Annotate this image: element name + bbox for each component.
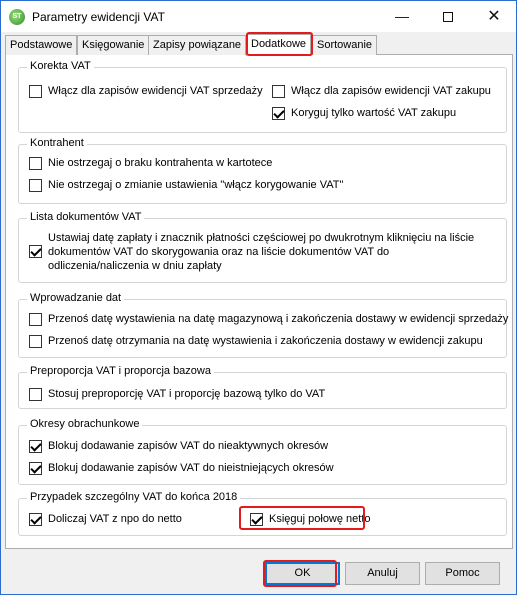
help-button[interactable]: Pomoc: [425, 562, 500, 585]
tab-dodatkowe[interactable]: Dodatkowe: [246, 34, 311, 56]
close-button[interactable]: ✕: [487, 8, 501, 25]
checkbox-nieaktywne-okresy[interactable]: Blokuj dodawanie zapisów VAT do nieaktywnych okresów: [29, 440, 328, 453]
checkbox-box[interactable]: [250, 513, 263, 526]
group-okresy: [18, 418, 507, 485]
group-title: Kontrahent: [27, 137, 87, 149]
group-title: Wprowadzanie dat: [27, 292, 124, 304]
tab-sortowanie[interactable]: Sortowanie: [312, 35, 377, 55]
checkbox-data-sprzedazy[interactable]: Przenoś datę wystawienia na datę magazynową i zakończenia dostawy w ewidencji sprzedaży: [29, 313, 508, 326]
checkbox-brak-kontrahenta[interactable]: Nie ostrzegaj o braku kontrahenta w kartotece: [29, 157, 272, 170]
checkbox-box[interactable]: [29, 85, 42, 98]
checkbox-box[interactable]: [29, 157, 42, 170]
group-preproporcja: [18, 365, 507, 409]
checkbox-korekta-sprzedaz[interactable]: Włącz dla zapisów ewidencji VAT sprzedaży: [29, 85, 263, 98]
checkbox-box[interactable]: [29, 440, 42, 453]
checkbox-box[interactable]: [29, 513, 42, 526]
group-title: Okresy obrachunkowe: [27, 418, 142, 430]
group-korekta-vat: [18, 60, 507, 133]
minimize-button[interactable]: —: [395, 8, 409, 24]
tab-ksiegowanie[interactable]: Księgowanie: [77, 35, 149, 55]
checkbox-zmiana-ustawienia[interactable]: Nie ostrzegaj o zmianie ustawienia "włącz korygowanie VAT": [29, 179, 343, 192]
checkbox-ksieguj-polowe-netto[interactable]: Księguj połowę netto: [250, 513, 371, 526]
window-title: Parametry ewidencji VAT: [32, 10, 165, 24]
checkbox-box[interactable]: [29, 462, 42, 475]
title-bar: [1, 1, 516, 32]
checkbox-data-zakupu[interactable]: Przenoś datę otrzymania na datę wystawienia i zakończenia dostawy w ewidencji zakupu: [29, 335, 483, 348]
group-lista-dokumentow: [18, 211, 507, 283]
tab-podstawowe[interactable]: Podstawowe: [5, 35, 77, 55]
maximize-icon: [443, 12, 453, 22]
group-kontrahent: [18, 137, 507, 204]
checkbox-korekta-zakup[interactable]: Włącz dla zapisów ewidencji VAT zakupu: [272, 85, 491, 98]
checkbox-doliczaj-vat[interactable]: Doliczaj VAT z npo do netto: [29, 513, 182, 526]
maximize-button[interactable]: [425, 1, 471, 32]
group-przypadek-szczegolny: [18, 491, 507, 536]
app-logo-icon: ST: [9, 9, 25, 25]
group-title: Preproporcja VAT i proporcja bazowa: [27, 365, 214, 377]
group-title: Lista dokumentów VAT: [27, 211, 144, 223]
tab-zapisy-powiazane[interactable]: Zapisy powiązane: [148, 35, 246, 55]
checkbox-data-zaplaty[interactable]: Ustawiaj datę zapłaty i znacznik płatności częściowej po dwukrotnym kliknięciu na liście dokumentów VAT do skorygowania oraz na liście dokumentów VAT do odliczenia/naliczenia w dniu zapłaty: [29, 231, 488, 273]
checkbox-box[interactable]: [272, 85, 285, 98]
group-title: Przypadek szczególny VAT do końca 2018: [27, 491, 240, 503]
checkbox-box[interactable]: [29, 335, 42, 348]
checkbox-nieistniejace-okresy[interactable]: Blokuj dodawanie zapisów VAT do nieistniejących okresów: [29, 462, 334, 475]
group-wprowadzanie-dat: [18, 292, 509, 358]
group-title: Korekta VAT: [27, 60, 94, 72]
checkbox-box[interactable]: [29, 179, 42, 192]
checkbox-box[interactable]: [272, 107, 285, 120]
checkbox-box[interactable]: [29, 313, 42, 326]
ok-button[interactable]: OK: [265, 562, 340, 585]
checkbox-preproporcja[interactable]: Stosuj preproporcję VAT i proporcję bazową tylko do VAT: [29, 388, 325, 401]
checkbox-koryguj-vat-zakupu[interactable]: Koryguj tylko wartość VAT zakupu: [272, 107, 456, 120]
tab-panel-dodatkowe: [5, 54, 513, 549]
checkbox-box[interactable]: [29, 245, 42, 258]
checkbox-box[interactable]: [29, 388, 42, 401]
cancel-button[interactable]: Anuluj: [345, 562, 420, 585]
